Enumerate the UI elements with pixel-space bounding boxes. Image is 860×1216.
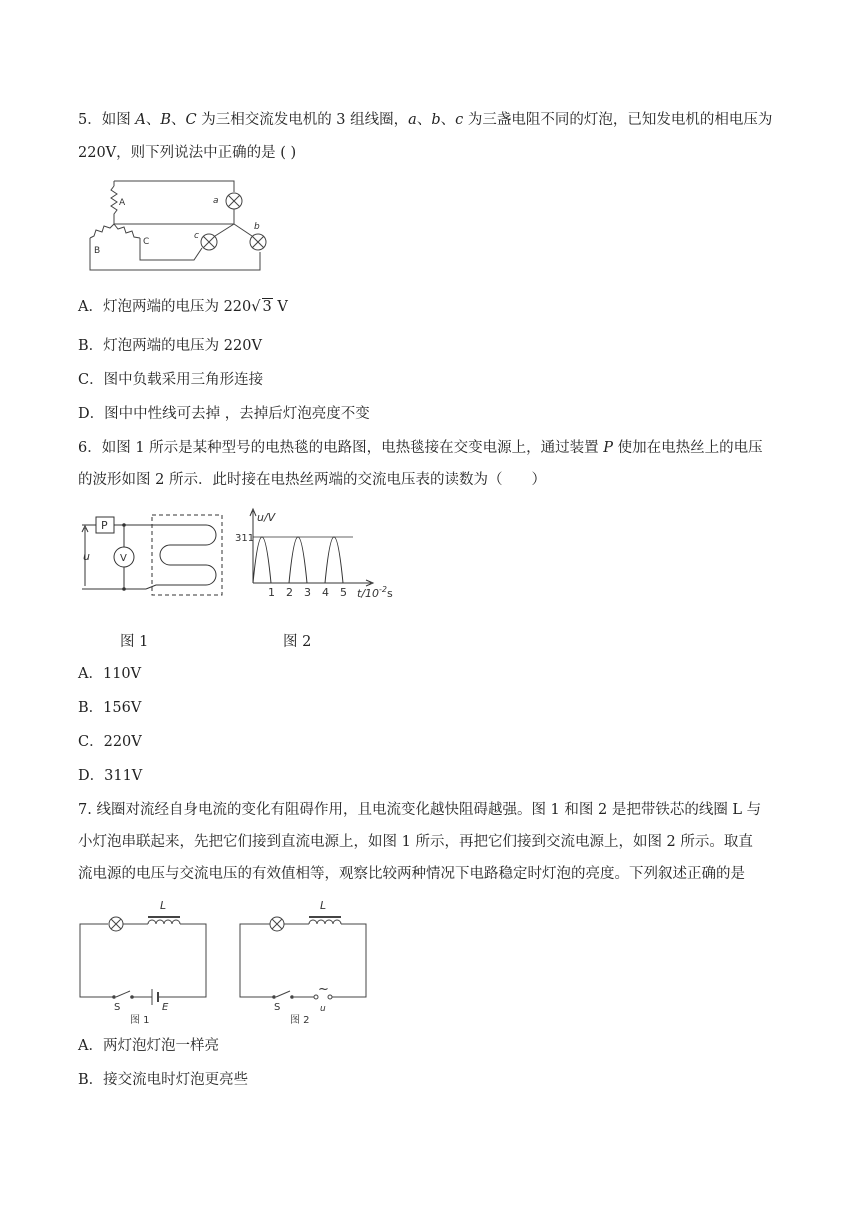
q6-option-d: D．311V [78, 768, 143, 784]
tick-2: 2 [286, 586, 293, 599]
y-axis-label: u/V [257, 511, 276, 524]
q7-stem-line2: 小灯泡串联起来，先把它们接到直流电源上，如图 1 所示，再把它们接到交流电源上，如图 2 所示。取直 [78, 834, 753, 850]
q7-figure-1-caption: 图 1 [130, 1015, 150, 1026]
q6-option-c: C．220V [78, 734, 142, 750]
q5-stem-line2: 220V，则下列说法中正确的是 ( ) [78, 145, 297, 161]
q7-figure-2-caption: 图 2 [290, 1015, 310, 1026]
waveform-hump-2 [289, 537, 307, 583]
q7-option-b: B．接交流电时灯泡更亮些 [78, 1072, 249, 1088]
x-axis-label: $t/10^{-2}s$ [357, 585, 393, 600]
tick-4: 4 [322, 586, 329, 599]
q5-option-c: C．图中负载采用三角形连接 [78, 372, 264, 388]
q7-circuits-figure [78, 895, 378, 1027]
sqrt-symbol: √ 3 [251, 299, 272, 315]
tick-1: 1 [268, 586, 275, 599]
fig2-inductor-label: L [320, 899, 327, 912]
fig1-inductor-label: L [160, 899, 167, 912]
waveform-hump-1 [253, 537, 271, 583]
q5-stem-line1: 5．如图 A、B、C 为三相交流发电机的 3 组线圈，a、b、c 为三盏电阻不同的灯泡，已知发电机的相电压为 [78, 112, 773, 128]
q6-figure-2-caption: 图 2 [283, 634, 312, 650]
fig1-switch-label: S [114, 1002, 121, 1013]
coil-a-label: A [119, 198, 126, 208]
q5-three-phase-circuit-figure [84, 176, 270, 276]
q7-option-a: A．两灯泡灯泡一样亮 [78, 1038, 219, 1054]
lamp-b-label: b [254, 222, 260, 232]
q5-option-d: D．图中中性线可去掉 ，去掉后灯泡亮度不变 [78, 406, 370, 422]
battery-e-label: E [162, 1002, 169, 1013]
lamp-a-label: a [213, 196, 219, 206]
ac-source-u-label: u [320, 1004, 326, 1014]
y-max-label: 311 [235, 533, 255, 544]
q7-stem-line1: 7. 线圈对流经自身电流的变化有阻碍作用，且电流变化越快阻碍越强。图 1 和图 2 是把带铁芯的线圈 L 与 [78, 802, 762, 818]
coil-b-label: B [94, 246, 101, 256]
coil-c-label: C [143, 237, 150, 247]
q5-option-a: A．灯泡两端的电压为 220√ 3 V [78, 299, 288, 315]
q7-stem-line3: 流电源的电压与交流电压的有效值相等，观察比较两种情况下电路稳定时灯泡的亮度。下列叙述正确的是 [78, 866, 745, 882]
ac-source-symbol: ~ [318, 982, 329, 997]
source-u-label: u [83, 550, 90, 563]
device-p-label: P [101, 519, 108, 532]
waveform-hump-3 [325, 537, 343, 583]
lamp-c-label: c [194, 231, 199, 241]
q6-stem-line1: 6．如图 1 所示是某种型号的电热毯的电路图，电热毯接在交变电源上，通过装置 P 使加在电热丝上的电压 [78, 440, 763, 456]
tick-3: 3 [304, 586, 311, 599]
q6-waveform-chart [235, 505, 411, 605]
q6-heating-blanket-circuit-figure [78, 510, 228, 600]
q6-option-a: A．110V [78, 666, 142, 682]
voltmeter-v-label: V [120, 553, 127, 564]
fig2-switch-label: S [274, 1002, 281, 1013]
q6-stem-line2: 的波形如图 2 所示．此时接在电热丝两端的交流电压表的读数为（ ） [78, 472, 546, 488]
q6-figure-1-caption: 图 1 [120, 634, 149, 650]
q5-option-b: B．灯泡两端的电压为 220V [78, 338, 262, 354]
tick-5: 5 [340, 586, 347, 599]
q6-option-b: B．156V [78, 700, 142, 716]
